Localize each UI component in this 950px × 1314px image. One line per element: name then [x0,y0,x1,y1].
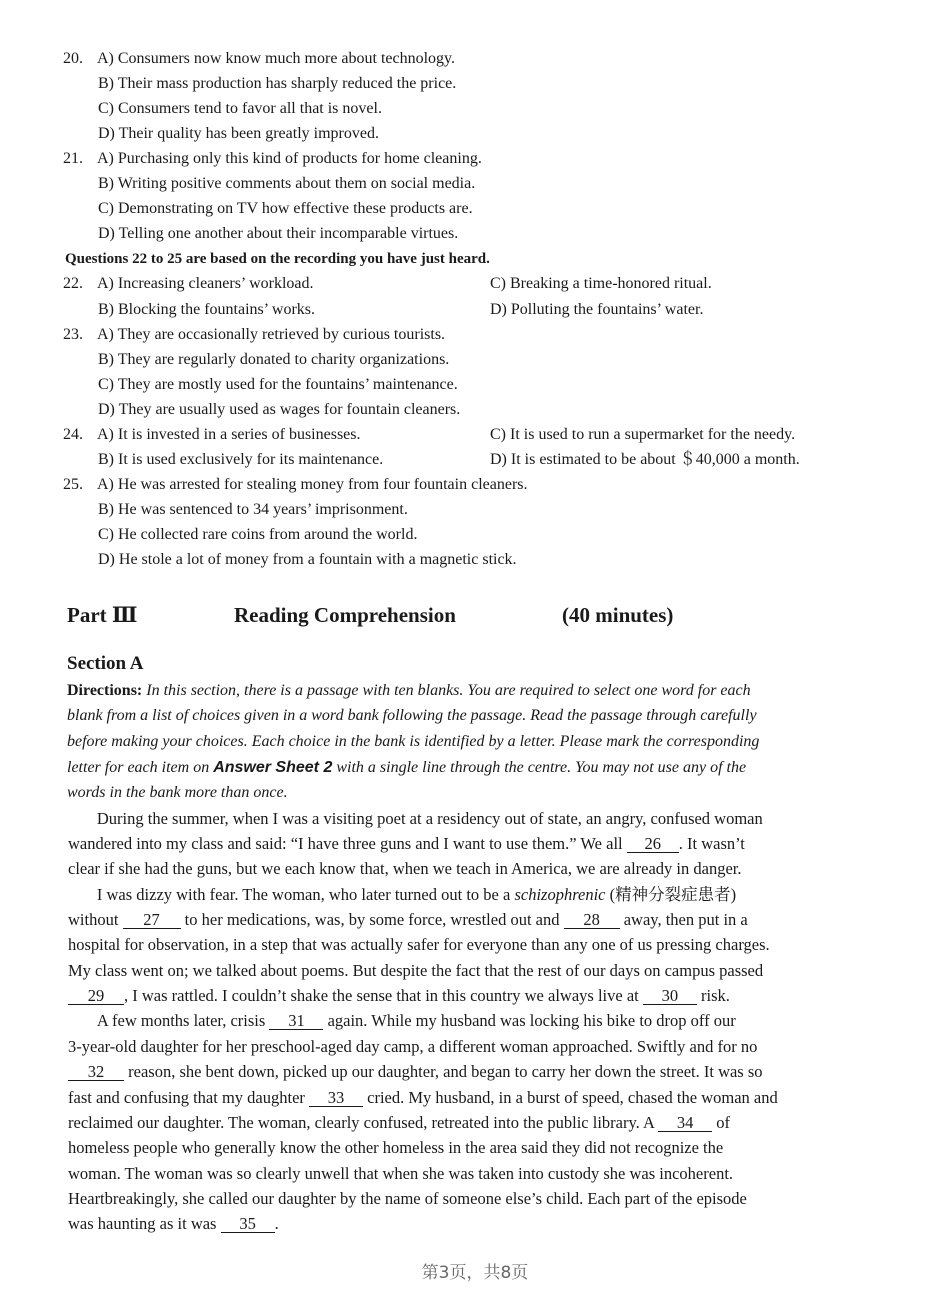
page-number: 第3页，共8页 [421,1263,529,1283]
passage-line [68,1211,890,1236]
passage-text: homeless people who generally know the other homeless in the area said they did not recognize the [68,1138,724,1157]
option-c: C) Consumers tend to favor all that is novel. [98,100,382,117]
directions-text: letter for each item on [67,759,214,776]
passage-text: Heartbreakingly, she called our daughter by the name of someone else’s child. Each part of the episode [68,1189,747,1208]
directions-text: with a single line through the centre. You may not use any of the [332,759,747,776]
part-label: Part Ⅲ [67,603,138,627]
question-number: 23. [63,326,83,343]
option-b: B) It is used exclusively for its maintenance. [98,451,384,468]
passage-line [68,882,890,907]
option-c: C) They are mostly used for the fountains’ maintenance. [98,376,458,393]
passage-text: risk. [696,986,730,1005]
answer-sheet-label: Answer Sheet 2 [213,759,333,776]
passage-line [68,1008,890,1033]
passage-line [68,1059,890,1084]
passage-text: fast and confusing that my daughter [68,1088,310,1107]
passage-text: was haunting as it was [68,1214,221,1233]
passage-text: without [68,910,123,929]
passage-text: My class went on; we talked about poems. But despite the fact that the rest of our days on campus passed [68,961,764,980]
passage-text: hospital for observation, in a step that was actually safer for everyone than any one of us pressing charges. [68,935,770,954]
blank-34[interactable]: 34 [658,1115,712,1132]
question-number: 21. [63,150,83,167]
passage-text: cried. My husband, in a burst of speed, chased the woman and [363,1088,778,1107]
option-b: B) He was sentenced to 34 years’ imprisonment. [98,501,408,518]
passage-text: During the summer, when I was a visiting poet at a residency out of state, an angry, confused woman [96,809,763,828]
directions-text: blank from a list of choices given in a word bank following the passage. Read the passage through carefully [67,707,757,724]
blank-27[interactable]: 27 [123,912,181,929]
passage-text: . It wasn’t [678,834,745,853]
passage-line [68,1034,890,1059]
passage-text: again. While my husband was locking his bike to drop off our [323,1011,736,1030]
option-c: C) It is used to run a supermarket for the needy. [490,426,796,443]
option-d: D) Their quality has been greatly improved. [98,125,379,142]
passage-text: woman. The woman was so clearly unwell that when she was taken into custody she was incoherent. [68,1164,734,1183]
question-number: 20. [63,50,83,67]
blank-33[interactable]: 33 [309,1090,363,1107]
passage-line [68,831,890,856]
passage-text: clear if she had the guns, but we each know that, when we teach in America, we are already in danger. [68,859,742,878]
blank-29[interactable]: 29 [68,988,124,1005]
blank-28[interactable]: 28 [564,912,620,929]
blank-35[interactable]: 35 [221,1216,275,1233]
passage-line [68,1085,890,1110]
blank-26[interactable]: 26 [627,836,679,853]
question-group-header: Questions 22 to 25 are based on the recording you have just heard. [65,251,490,267]
option-c: C) Breaking a time-honored ritual. [490,275,712,292]
passage-text: reclaimed our daughter. The woman, clearly confused, retreated into the public library. A [68,1113,659,1132]
passage-text: reason, she bent down, picked up our daughter, and began to carry her down the street. It was so [124,1062,763,1081]
passage-line [68,932,890,957]
passage-line [68,1161,890,1186]
option-d: D) It is estimated to be about ＄40,000 a month. [490,451,800,468]
passage-line [68,907,890,932]
option-b: B) Blocking the fountains’ works. [98,301,316,318]
option-a: A) Increasing cleaners’ workload. [97,275,314,292]
option-b: B) Their mass production has sharply reduced the price. [98,75,457,92]
passage-text: 3-year-old daughter for her preschool-aged day camp, a different woman approached. Swiftly and for no [68,1037,758,1056]
passage-text: (精神分裂症患者) [605,885,737,904]
option-a: A) They are occasionally retrieved by curious tourists. [97,326,446,343]
passage-text: wandered into my class and said: “I have three guns and I want to use them.” We all [68,834,627,853]
passage-line [68,1186,890,1211]
option-a: A) Consumers now know much more about technology. [97,50,456,67]
passage-text: away, then put in a [619,910,748,929]
option-b: B) They are regularly donated to charity organizations. [98,351,450,368]
option-c: C) Demonstrating on TV how effective these products are. [98,200,473,217]
passage-line [68,983,890,1008]
option-a: A) It is invested in a series of businesses. [97,426,361,443]
option-d: D) Polluting the fountains’ water. [490,301,704,318]
question-number: 22. [63,275,83,292]
option-c: C) He collected rare coins from around the world. [98,526,418,543]
directions [67,678,887,703]
blank-31[interactable]: 31 [269,1013,323,1030]
passage-line [68,1135,890,1160]
passage-text: to her medications, was, by some force, wrestled out and [180,910,564,929]
passage-text: , I was rattled. I couldn’t shake the sense that in this country we always live at [124,986,643,1005]
section-title: Section A [67,653,144,674]
passage-text: of [712,1113,730,1132]
passage-line [68,1110,890,1135]
directions-lead: Directions: [67,682,143,699]
option-b: B) Writing positive comments about them on social media. [98,175,476,192]
passage-text: A few months later, crisis [96,1011,270,1030]
question-number: 24. [63,426,83,443]
directions-text: words in the bank more than once. [67,784,288,801]
passage-line [68,958,890,983]
directions-text: before making your choices. Each choice in the bank is identified by a letter. Please mark the corresponding [67,733,760,750]
passage-text: I was dizzy with fear. The woman, who later turned out to be a [96,885,515,904]
option-d: D) They are usually used as wages for fountain cleaners. [98,401,461,418]
option-d: D) He stole a lot of money from a fountain with a magnetic stick. [98,551,517,568]
option-a: A) Purchasing only this kind of products for home cleaning. [97,150,482,167]
blank-32[interactable]: 32 [68,1064,124,1081]
passage-text: schizophrenic [514,885,606,904]
passage-text: . [274,1214,279,1233]
part-time: (40 minutes) [562,603,674,627]
part-title: Reading Comprehension [234,603,456,627]
passage-line [68,856,890,881]
passage-line [68,806,890,831]
option-d: D) Telling one another about their incomparable virtues. [98,225,459,242]
question-number: 25. [63,476,83,493]
directions-text: In this section, there is a passage with ten blanks. You are required to select one word for each [142,682,751,699]
option-a: A) He was arrested for stealing money from four fountain cleaners. [97,476,528,493]
blank-30[interactable]: 30 [643,988,697,1005]
